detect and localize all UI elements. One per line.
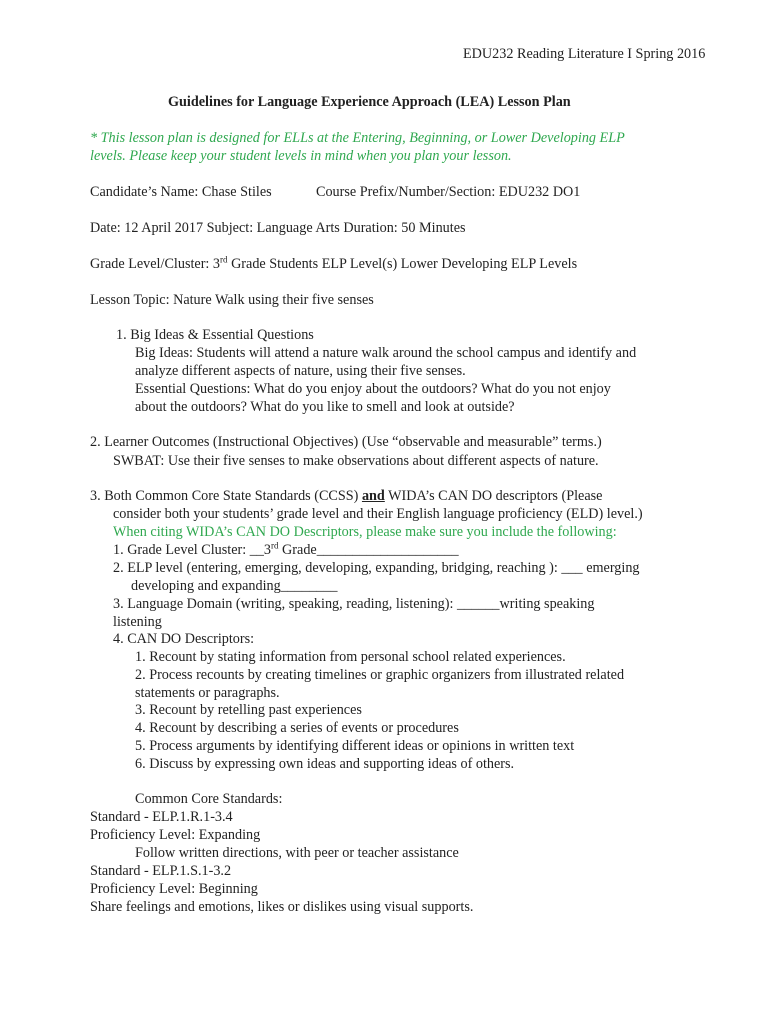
- section3-heading-pre: 3. Both Common Core State Standards (CCSS): [90, 488, 362, 504]
- language-domain-item-cont: listening: [113, 614, 162, 630]
- grade-level-cluster-item: [113, 541, 459, 559]
- descriptor-item: 6. Discuss by expressing own ideas and supporting ideas of others.: [135, 756, 515, 772]
- detail-2: Share feelings and emotions, likes or dislikes using visual supports.: [90, 899, 474, 915]
- section1-line: analyze different aspects of nature, using their five senses.: [135, 363, 466, 379]
- grade-prefix: Grade Level/Cluster: 3: [90, 256, 221, 272]
- standard-1: Standard - ELP.1.R.1-3.4: [90, 809, 233, 825]
- wida-instruction: When citing WIDA’s CAN DO Descriptors, please make sure you include the following:: [113, 524, 617, 540]
- can-do-descriptors-heading: 4. CAN DO Descriptors:: [113, 631, 255, 647]
- header-course-line: EDU232 Reading Literature I Spring 2016: [463, 46, 706, 62]
- grade-suffix: Grade Students ELP Level(s) Lower Developing ELP Levels: [227, 256, 578, 272]
- note-line-1: * This lesson plan is designed for ELLs at the Entering, Beginning, or Lower Developing ELP: [90, 130, 625, 146]
- note-line-2: levels. Please keep your student levels in mind when you plan your lesson.: [90, 148, 512, 164]
- common-core-heading: Common Core Standards:: [135, 791, 283, 807]
- item1-pre: 1. Grade Level Cluster: __3: [113, 542, 271, 558]
- descriptor-item: 2. Process recounts by creating timelines or graphic organizers from illustrated related: [135, 667, 625, 683]
- course-section: Course Prefix/Number/Section: EDU232 DO1: [316, 184, 581, 200]
- proficiency-2: Proficiency Level: Beginning: [90, 881, 258, 897]
- descriptor-item: 3. Recount by retelling past experiences: [135, 702, 362, 718]
- section1-line: Big Ideas: Students will attend a nature walk around the school campus and identify and: [135, 345, 637, 361]
- grade-level-line: [90, 255, 577, 273]
- descriptor-item: statements or paragraphs.: [135, 685, 280, 701]
- elp-level-item-cont: developing and expanding________: [131, 578, 338, 594]
- section3-line-2: consider both your students’ grade level and their English language proficiency (ELD) level.): [113, 506, 643, 522]
- descriptor-item: 1. Recount by stating information from personal school related experiences.: [135, 649, 566, 665]
- descriptor-item: 4. Recount by describing a series of events or procedures: [135, 720, 459, 736]
- section1-heading: 1. Big Ideas & Essential Questions: [116, 327, 314, 343]
- document-title: Guidelines for Language Experience Approach (LEA) Lesson Plan: [168, 94, 571, 110]
- section1-line: Essential Questions: What do you enjoy about the outdoors? What do you not enjoy: [135, 381, 611, 397]
- item1-sup: rd: [271, 540, 279, 551]
- item1-post: Grade____________________: [278, 542, 459, 558]
- section1-line: about the outdoors? What do you like to smell and look at outside?: [135, 399, 515, 415]
- language-domain-item: 3. Language Domain (writing, speaking, reading, listening): ______writing speaking: [113, 596, 595, 612]
- section3-heading: [90, 487, 602, 505]
- candidate-name: Candidate’s Name: Chase Stiles: [90, 184, 272, 200]
- section3-heading-post: WIDA’s CAN DO descriptors (Please: [384, 488, 603, 504]
- lesson-topic: Lesson Topic: Nature Walk using their five senses: [90, 292, 374, 308]
- section2-heading: 2. Learner Outcomes (Instructional Objectives) (Use “observable and measurable” terms.): [90, 434, 602, 450]
- grade-sup: rd: [220, 254, 228, 265]
- detail-1: Follow written directions, with peer or teacher assistance: [135, 845, 459, 861]
- descriptor-item: 5. Process arguments by identifying different ideas or opinions in written text: [135, 738, 575, 754]
- elp-level-item: 2. ELP level (entering, emerging, developing, expanding, bridging, reaching ): ___ emerging: [113, 560, 640, 576]
- proficiency-1: Proficiency Level: Expanding: [90, 827, 261, 843]
- section3-heading-and: and: [361, 488, 385, 504]
- section2-line: SWBAT: Use their five senses to make observations about different aspects of nature.: [113, 453, 599, 469]
- standard-2: Standard - ELP.1.S.1-3.2: [90, 863, 232, 879]
- date-subject-duration: Date: 12 April 2017 Subject: Language Arts Duration: 50 Minutes: [90, 220, 466, 236]
